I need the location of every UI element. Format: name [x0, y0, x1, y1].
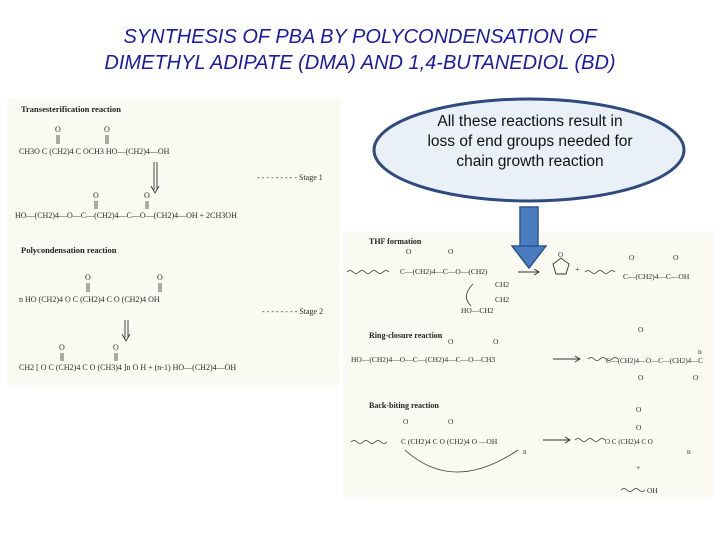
stage2-product-double-bonds	[61, 353, 117, 361]
back-biting-product: O C (CH2)4 C O	[605, 438, 653, 446]
thf-oxygens	[406, 247, 454, 256]
back-biting-tail	[636, 463, 640, 472]
svg-text:O: O	[85, 273, 91, 282]
callout-line-2: loss of end groups needed for	[427, 133, 633, 150]
svg-text:HO—CH2: HO—CH2	[461, 306, 494, 315]
thf-plus: +	[575, 265, 580, 274]
svg-text:O: O	[493, 337, 499, 346]
svg-text:O: O	[104, 125, 110, 134]
svg-text:O: O	[448, 247, 454, 256]
thf-electron-arrow	[466, 284, 473, 306]
polycondensation-heading: Polycondensation reaction	[21, 245, 117, 255]
callout-line-1: All these reactions result in	[437, 113, 623, 130]
back-biting-product-wavy	[575, 439, 605, 442]
svg-text:O: O	[448, 337, 454, 346]
back-biting-n: n	[523, 448, 527, 456]
thf-product: C—(CH2)4—C—OH	[623, 272, 690, 281]
stage2-carbonyl-oxygens	[85, 273, 163, 282]
thf-ring	[553, 258, 569, 274]
svg-text:O: O	[636, 405, 642, 414]
slide-title	[0, 24, 720, 76]
transesterification-heading: Transesterification reaction	[21, 104, 122, 114]
side-reactions-scheme	[343, 232, 713, 497]
thf-ring-oxygen: O	[558, 251, 564, 259]
svg-text:n: n	[687, 447, 691, 456]
svg-text:O: O	[157, 273, 163, 282]
stage2-arrow	[122, 320, 130, 341]
svg-text:O: O	[693, 373, 699, 382]
stage1-product-double-bonds	[95, 201, 148, 209]
left-scheme-drawing	[7, 98, 340, 385]
back-biting-oxygens	[403, 417, 454, 426]
svg-text:O: O	[638, 325, 644, 334]
svg-text:O: O	[638, 373, 644, 382]
svg-text:CH2: CH2	[495, 280, 510, 289]
callout-text	[402, 112, 658, 172]
stage1-reactants: CH3O C (CH2)4 C OCH3 HO—(CH2)4—OH	[19, 147, 170, 156]
stage1-product: HO—(CH2)4—O—C—(CH2)4—C—O—(CH2)4—OH + 2CH3OH	[15, 211, 237, 220]
svg-text:O: O	[629, 253, 635, 262]
stage2-reactants: n HO (CH2)4 O C (CH2)4 C O (CH2)4 OH	[19, 295, 160, 304]
title-line-1: SYNTHESIS OF PBA BY POLYCONDENSATION OF	[123, 26, 597, 48]
svg-text:O: O	[636, 423, 642, 432]
svg-text:O: O	[403, 417, 409, 426]
thf-chain-wavy-end	[347, 271, 389, 274]
ring-closure-heading: Ring-closure reaction	[369, 331, 443, 340]
title-line-2: DIMETHYL ADIPATE (DMA) AND 1,4-BUTANEDIOL (BD)	[104, 52, 616, 74]
back-biting-chain: C (CH2)4 C O (CH2)4 O —OH	[401, 437, 498, 446]
thf-product-oxygens	[629, 253, 679, 262]
stage1-double-bonds	[57, 135, 108, 144]
svg-text:O: O	[59, 343, 65, 352]
callout-line-3: chain growth reaction	[456, 153, 604, 170]
stage2-product-oxygens	[59, 343, 119, 352]
back-biting-arrow	[543, 437, 570, 443]
ring-closure-arrow	[553, 356, 580, 362]
stage2-label: - - - - - - - - Stage 2	[262, 307, 324, 316]
stage2-product: CH2 [ O C (CH2)4 C O (CH3)4 ]n O H + (n-1) HO—(CH2)4—OH	[19, 363, 237, 372]
back-biting-electron-arrow	[405, 450, 518, 472]
svg-text:+: +	[636, 463, 641, 472]
transesterification-polycondensation-scheme	[7, 98, 340, 385]
ring-closure-oxygens	[448, 337, 499, 346]
thf-chain: C—(CH2)4—C—O—(CH2)	[400, 267, 488, 276]
svg-text:O: O	[406, 247, 412, 256]
svg-text:O: O	[55, 125, 61, 134]
thf-ring-atoms	[461, 280, 509, 315]
svg-text:O: O	[113, 343, 119, 352]
svg-text:n: n	[698, 347, 702, 356]
back-biting-heading: Back-biting reaction	[369, 401, 439, 410]
ring-closure-chain: HO—(CH2)4—O—C—(CH2)4—C—O—CH3	[351, 355, 496, 364]
back-biting-wavy	[351, 441, 387, 444]
stage2-double-bonds	[87, 283, 161, 292]
svg-text:O: O	[144, 191, 150, 200]
svg-text:O: O	[673, 253, 679, 262]
svg-text:CH2: CH2	[495, 295, 510, 304]
back-biting-tail-oh: OH	[647, 486, 658, 495]
stage1-carbonyl-oxygens	[55, 125, 110, 134]
stage1-product-oxygens	[93, 191, 150, 200]
svg-text:O: O	[448, 417, 454, 426]
down-arrow-icon	[511, 206, 547, 270]
right-scheme-drawing	[343, 232, 713, 497]
thf-product-wavy	[585, 271, 615, 274]
svg-text:O: O	[93, 191, 99, 200]
ring-closure-product: C—(CH2)4—O—C—(CH2)4—C	[606, 357, 703, 365]
stage1-arrow	[151, 162, 159, 193]
stage1-label: - - - - - - - - - Stage 1	[257, 173, 323, 182]
ring-closure-product-oxygens	[638, 325, 702, 382]
back-biting-tail-wavy	[621, 489, 645, 492]
thf-heading: THF formation	[369, 237, 422, 246]
back-biting-product-oxygens	[636, 405, 691, 456]
